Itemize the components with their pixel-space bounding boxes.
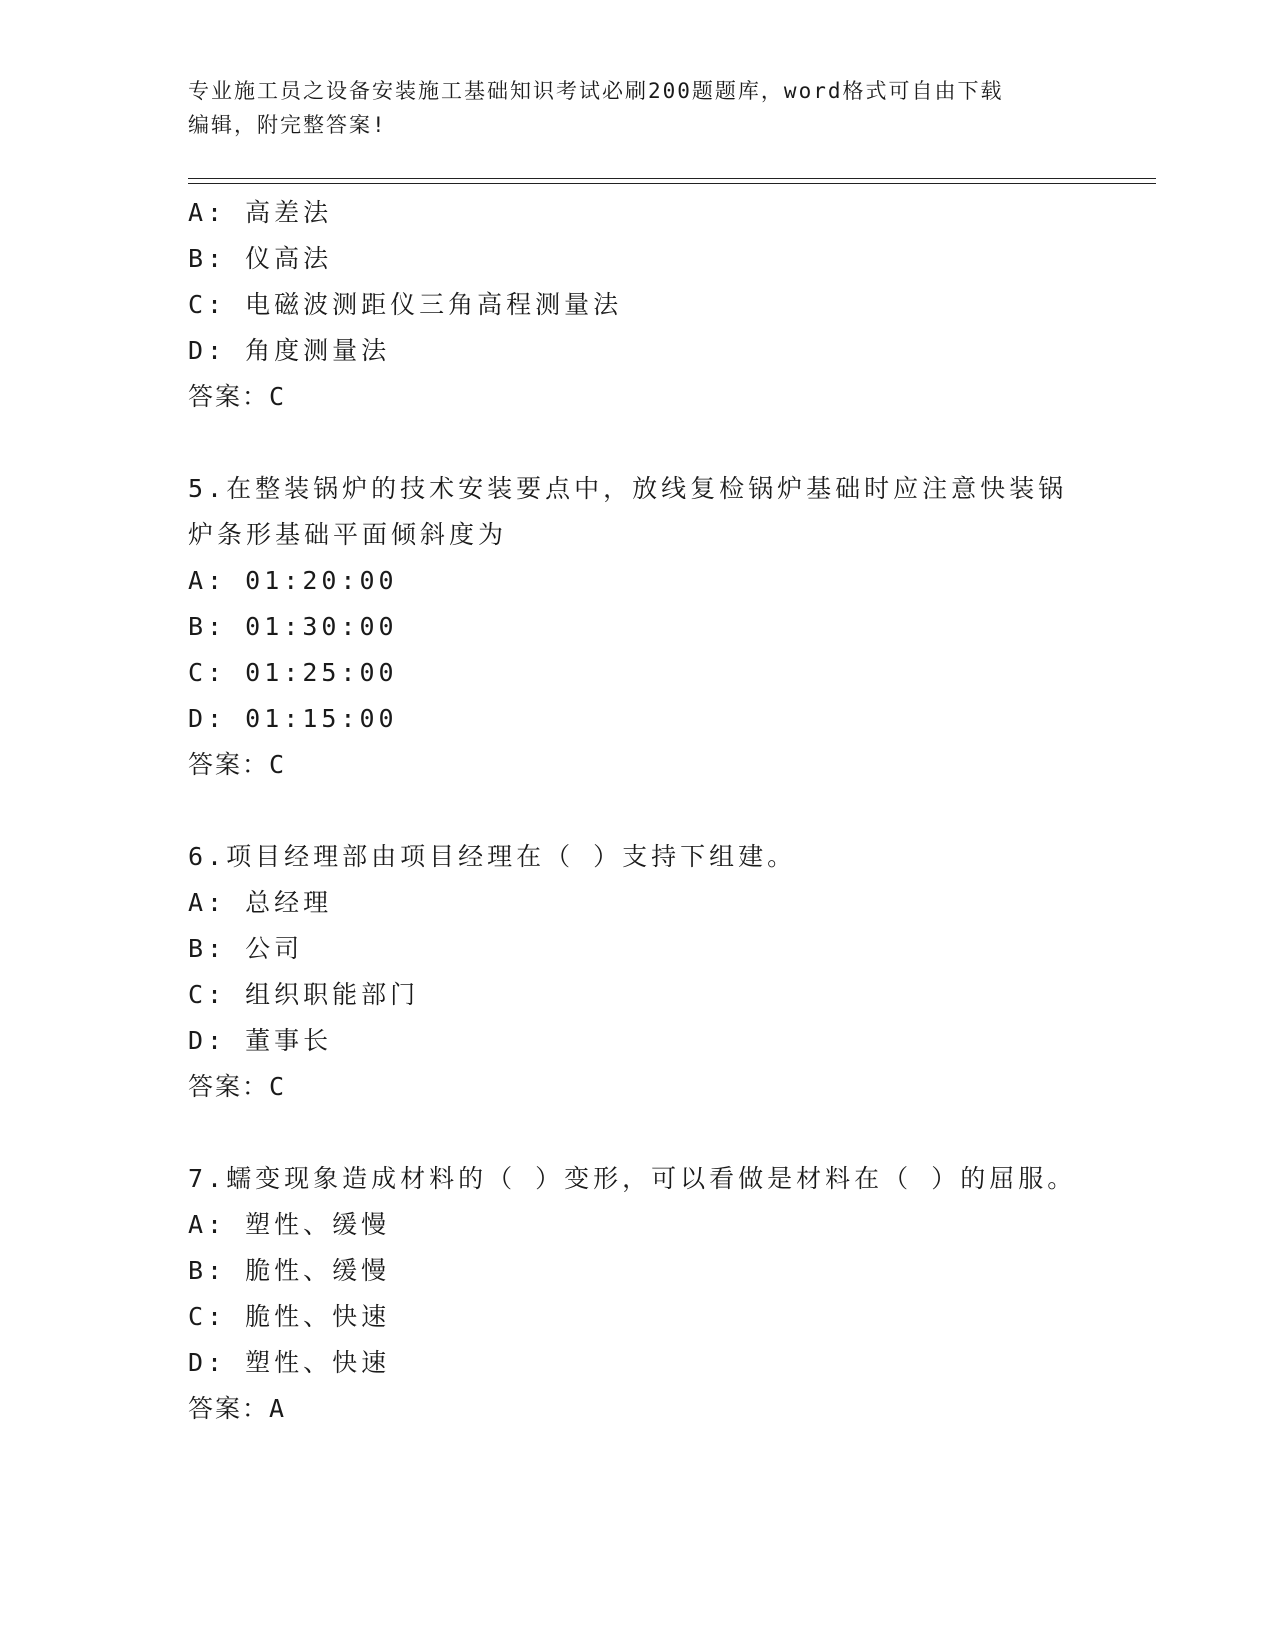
question-stem-line-1: 5.在整装锅炉的技术安装要点中，放线复检锅炉基础时应注意快装锅 [188, 474, 1068, 503]
answer-label: 答案： [188, 1394, 270, 1423]
header-title-line-1: 专业施工员之设备安装施工基础知识考试必刷200题题库，word格式可自由下载 [188, 79, 1004, 103]
option-c [188, 972, 1088, 1018]
option-text: 总经理 [245, 888, 333, 917]
option-b [188, 236, 1088, 282]
option-a [188, 1202, 1088, 1248]
option-letter: A: [188, 888, 227, 917]
option-letter: A: [188, 198, 227, 227]
answer-value: C [269, 1072, 287, 1101]
option-text: 01:25:00 [245, 658, 398, 687]
option-text: 仪高法 [245, 244, 333, 273]
option-c [188, 1294, 1088, 1340]
option-letter: B: [188, 612, 227, 641]
option-letter: D: [188, 704, 227, 733]
option-b [188, 604, 1088, 650]
option-text: 脆性、缓慢 [245, 1256, 391, 1285]
option-text: 公司 [245, 934, 304, 963]
option-letter: A: [188, 1210, 227, 1239]
spacer [188, 788, 1088, 834]
question-7 [188, 1156, 1088, 1432]
question-5 [188, 466, 1088, 788]
question-stem-line-1: 7.蠕变现象造成材料的（ ）变形，可以看做是材料在（ ）的屈服。 [188, 1164, 1077, 1193]
option-text: 塑性、缓慢 [245, 1210, 391, 1239]
spacer [188, 1110, 1088, 1156]
option-text: 塑性、快速 [245, 1348, 391, 1377]
answer-line [188, 1386, 1088, 1432]
option-d [188, 1018, 1088, 1064]
header-title-line-2: 编辑，附完整答案! [188, 113, 387, 137]
answer-value: A [269, 1394, 287, 1423]
option-text: 01:20:00 [245, 566, 398, 595]
option-text: 电磁波测距仪三角高程测量法 [245, 290, 623, 319]
option-text: 01:15:00 [245, 704, 398, 733]
option-letter: C: [188, 1302, 227, 1331]
question-list [188, 190, 1088, 1432]
option-letter: C: [188, 980, 227, 1009]
option-text: 董事长 [245, 1026, 333, 1055]
option-text: 角度测量法 [245, 336, 391, 365]
option-d [188, 696, 1088, 742]
option-letter: C: [188, 290, 227, 319]
option-c [188, 650, 1088, 696]
option-letter: A: [188, 566, 227, 595]
option-c [188, 282, 1088, 328]
question-stem-line-1: 6.项目经理部由项目经理在（ ）支持下组建。 [188, 842, 797, 871]
option-a [188, 880, 1088, 926]
answer-label: 答案： [188, 1072, 270, 1101]
option-d [188, 328, 1088, 374]
question-6 [188, 834, 1088, 1110]
option-letter: D: [188, 336, 227, 365]
option-text: 高差法 [245, 198, 333, 227]
answer-line [188, 374, 1088, 420]
option-letter: B: [188, 1256, 227, 1285]
option-a [188, 558, 1088, 604]
option-text: 01:30:00 [245, 612, 398, 641]
option-letter: B: [188, 934, 227, 963]
option-letter: D: [188, 1026, 227, 1055]
option-a [188, 190, 1088, 236]
option-letter: B: [188, 244, 227, 273]
question-stem-line-2: 炉条形基础平面倾斜度为 [188, 520, 508, 549]
option-text: 脆性、快速 [245, 1302, 391, 1331]
question-4 [188, 190, 1088, 420]
option-text: 组织职能部门 [245, 980, 420, 1009]
option-d [188, 1340, 1088, 1386]
header-divider-top [188, 178, 1156, 179]
answer-value: C [269, 382, 287, 411]
option-letter: C: [188, 658, 227, 687]
answer-line [188, 1064, 1088, 1110]
document-header [188, 74, 1088, 142]
option-b [188, 1248, 1088, 1294]
header-divider-bottom [188, 183, 1156, 184]
answer-value: C [269, 750, 287, 779]
answer-label: 答案： [188, 750, 270, 779]
answer-label: 答案： [188, 382, 270, 411]
spacer [188, 420, 1088, 466]
answer-line [188, 742, 1088, 788]
option-letter: D: [188, 1348, 227, 1377]
option-b [188, 926, 1088, 972]
